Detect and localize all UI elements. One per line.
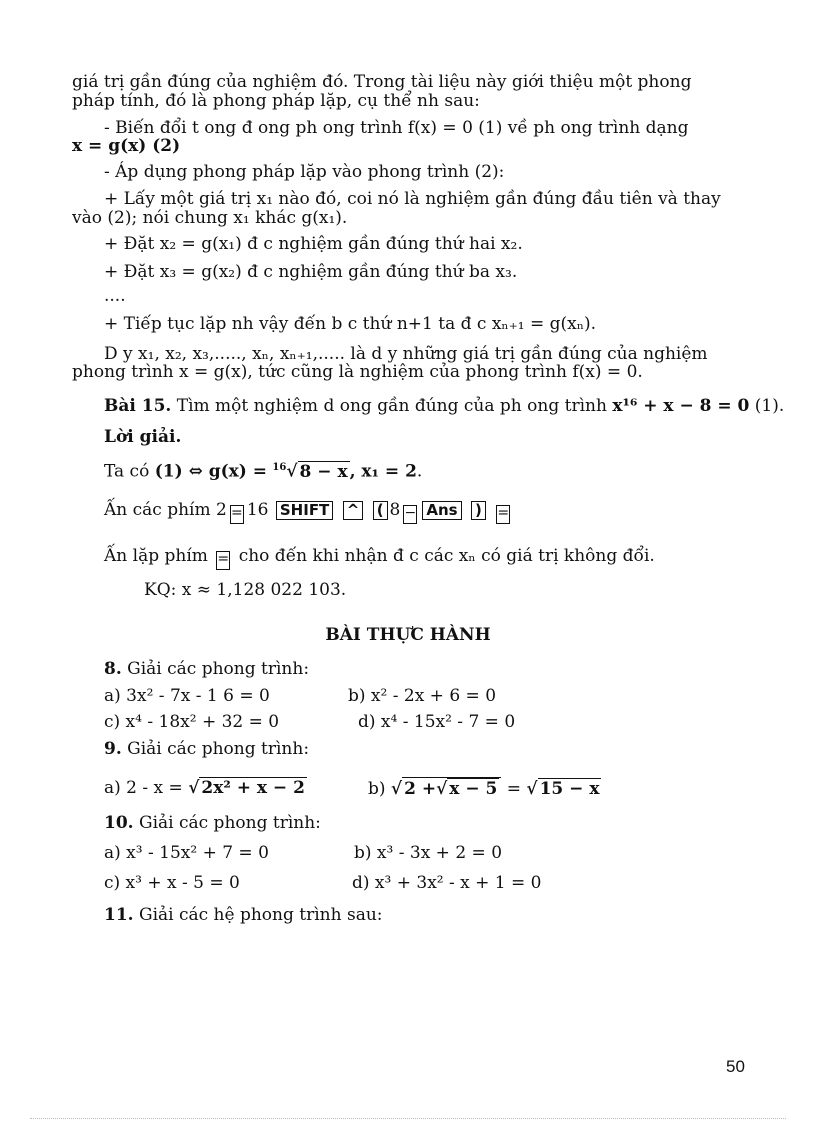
text-line: + Lấy một giá trị x₁ nào đó, coi nó là nghiệm gần đúng đầu tiên và thay: [104, 189, 721, 209]
exercise-8b: b) x² - 2x + 6 = 0: [348, 686, 497, 706]
text-line: x = g(x) (2): [72, 136, 181, 156]
text-line: vào (2); nói chung x₁ khác g(x₁).: [72, 208, 348, 228]
problem-equation: x¹⁶ + x − 8 = 0: [612, 396, 750, 416]
exercise-11-title: [104, 905, 383, 925]
equation-tag: (1).: [754, 396, 785, 416]
section-heading: BÀI THỰC HÀNH: [325, 625, 491, 645]
open-paren-key: (: [373, 501, 388, 520]
taco-text: Ta có: [104, 461, 150, 482]
equals-sign: =: [506, 779, 521, 799]
exercise-9a-left: a) 2 - x =: [104, 778, 183, 798]
solution-formula: Ta có (1) ⇔ g(x) = $^{16}$√ 8 − x , x₁ = 2.: [104, 461, 423, 482]
exercise-number: 9.: [104, 739, 122, 759]
exercise-10c: c) x³ + x - 5 = 0: [104, 873, 240, 893]
equals-key: =: [230, 505, 244, 524]
exercise-9a: a) 2 - x = √ 2x² + x − 2: [104, 778, 305, 798]
exercise-text: Giải các hệ phong trình sau:: [138, 905, 383, 925]
page-number: 50: [726, 1057, 745, 1076]
exercise-9b-label: b): [368, 779, 386, 799]
problem-label: Bài 15.: [104, 396, 172, 416]
equivalence-text: (1) ⇔ g(x) =: [154, 461, 268, 482]
problem-text: Tìm một nghiệm d ong gần đúng của ph ong trình: [176, 396, 607, 416]
exercise-10-title: [104, 813, 321, 833]
repeat-text-b: cho đến khi nhận đ c các xₙ có giá trị không đổi.: [238, 546, 655, 566]
text-line: D y x₁, x₂, x₃,....., xₙ, xₙ₊₁,..... là d y những giá trị gần đúng của nghiệm: [104, 344, 708, 364]
equals-key-repeat: =: [216, 551, 230, 570]
exercise-8-title: [104, 659, 309, 679]
exercise-10d: d) x³ + 3x² - x + 1 = 0: [352, 873, 542, 893]
exercise-9b: b) √ 2 +√ x − 5 = √ 15 − x: [368, 779, 600, 799]
repeat-instruction: [104, 546, 655, 570]
text-line: phong trình x = g(x), tức cũng là nghiệm của phong trình f(x) = 0.: [72, 362, 643, 382]
exercise-text: Giải các phong trình:: [127, 659, 310, 679]
exercise-8d: d) x⁴ - 15x² - 7 = 0: [358, 712, 516, 732]
exercise-9b-right-radicand: 15 − x: [539, 779, 600, 799]
exercise-number: 10.: [104, 813, 134, 833]
exercise-text: Giải các phong trình:: [127, 739, 310, 759]
value-16: 16: [246, 500, 269, 520]
exercise-8c: c) x⁴ - 18x² + 32 = 0: [104, 712, 280, 732]
radicand: 8 − x: [299, 461, 348, 482]
exercise-9b-radicand: 2 +√ x − 5: [402, 777, 501, 799]
caret-key: ^: [343, 501, 364, 520]
shift-key: SHIFT: [276, 501, 333, 520]
value-8: 8: [389, 500, 401, 520]
keystroke-sequence: [104, 500, 513, 524]
exercise-10a: a) x³ - 15x² + 7 = 0: [104, 843, 269, 863]
ans-key: Ans: [422, 501, 461, 520]
equals-key-final: =: [496, 505, 510, 524]
problem-15-statement: [104, 396, 784, 416]
exercise-9-title: [104, 739, 309, 759]
exercise-8a: a) 3x² - 7x - 1 6 = 0: [104, 686, 270, 706]
exercise-10b: b) x³ - 3x + 2 = 0: [354, 843, 503, 863]
result-line: KQ: x ≈ 1,128 022 103.: [144, 580, 347, 600]
exercise-9a-radicand: 2x² + x − 2: [201, 778, 305, 798]
dot: .: [416, 461, 423, 482]
close-paren-key: ): [471, 501, 486, 520]
text-line: + Đặt x₂ = g(x₁) đ c nghiệm gần đúng thứ hai x₂.: [104, 234, 523, 254]
text-line: giá trị gần đúng của nghiệm đó. Trong tài liệu này giới thiệu một phong: [72, 72, 692, 92]
repeat-text-a: Ấn lặp phím: [104, 546, 208, 566]
text-line: + Tiếp tục lặp nh vậy đến b c thứ n+1 ta đ c xₙ₊₁ = g(xₙ).: [104, 314, 597, 334]
root-index: 16: [272, 462, 287, 473]
exercise-text: Giải các phong trình:: [138, 813, 321, 833]
inner-radicand: x − 5: [449, 779, 498, 799]
text-line: - Áp dụng phong pháp lặp vào phong trình (2):: [104, 162, 505, 182]
text-line: - Biến đổi t ong đ ong ph ong trình f(x) = 0 (1) về ph ong trình dạng: [104, 118, 689, 138]
radicand-part: 2 +: [404, 779, 437, 799]
page-divider: [30, 1118, 786, 1119]
exercise-number: 11.: [104, 905, 134, 925]
text-line: pháp tính, đó là phong pháp lặp, cụ thể nh sau:: [72, 91, 480, 111]
initial-value: , x₁ = 2: [349, 461, 417, 482]
exercise-number: 8.: [104, 659, 122, 679]
keystroke-intro: Ấn các phím 2: [104, 500, 227, 520]
text-line: + Đặt x₃ = g(x₂) đ c nghiệm gần đúng thứ ba x₃.: [104, 262, 518, 282]
minus-key: −: [403, 505, 417, 524]
text-line: ....: [104, 286, 126, 306]
solution-label: Lời giải.: [104, 427, 182, 447]
